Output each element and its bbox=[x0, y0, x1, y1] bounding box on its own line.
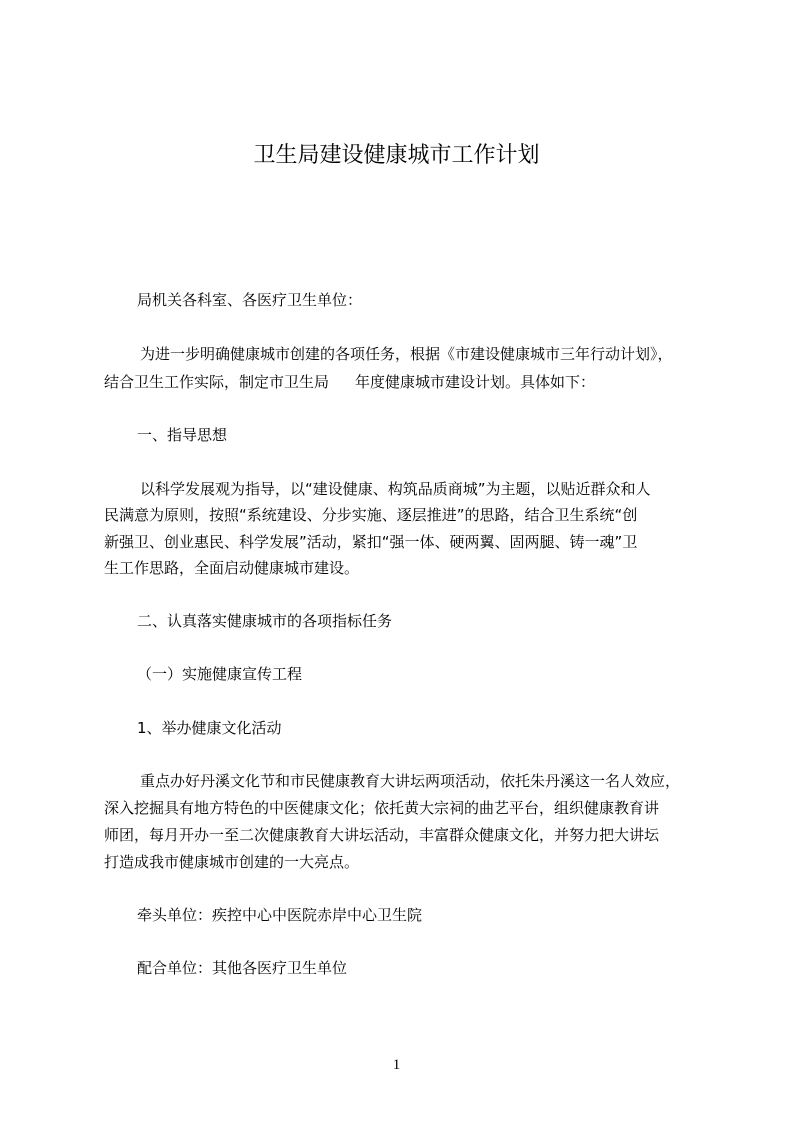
item-1-line-4: 打造成我市健康城市创建的一大亮点。 bbox=[104, 853, 360, 871]
document-title: 卫生局建设健康城市工作计划 bbox=[253, 143, 540, 168]
intro-line-2-part-a: 结合卫生工作实际，制定市卫生局 bbox=[104, 373, 330, 391]
item-1-line-2: 深入挖掘具有地方特色的中医健康文化；依托黄大宗祠的曲艺平台，组织健康教育讲 bbox=[104, 799, 660, 817]
intro-line-2-part-b: 年度健康城市建设计划。具体如下： bbox=[355, 373, 596, 391]
section-1-heading: 一、指导思想 bbox=[137, 426, 228, 444]
support-unit: 配合单位：其他各医疗卫生单位 bbox=[137, 959, 348, 977]
subsection-1-heading: （一）实施健康宣传工程 bbox=[137, 665, 303, 683]
item-1-heading: 1、举办健康文化活动 bbox=[137, 719, 282, 737]
page-number: 1 bbox=[392, 1057, 401, 1073]
item-1-line-1: 重点办好丹溪文化节和市民健康教育大讲坛两项活动，依托朱丹溪这一名人效应， bbox=[140, 772, 681, 790]
section-1-line-2: 民满意为原则，按照“系统建设、分步实施、逐层推进”的思路，结合卫生系统“创 bbox=[104, 506, 638, 524]
section-1-line-4: 生工作思路，全面启动健康城市建设。 bbox=[104, 559, 360, 577]
section-2-heading: 二、认真落实健康城市的各项指标任务 bbox=[137, 612, 393, 630]
section-1-line-3: 新强卫、创业惠民、科学发展”活动，紧扣“强一体、硬两翼、固两腿、铸一魂”卫 bbox=[104, 533, 638, 551]
intro-line-2 bbox=[104, 370, 595, 394]
section-1-line-1: 以科学发展观为指导，以“建设健康、构筑品质商城”为主题，以贴近群众和人 bbox=[140, 480, 651, 498]
intro-line-1: 为进一步明确健康城市创建的各项任务，根据《市建设健康城市三年行动计划》， bbox=[140, 345, 673, 363]
salutation: 局机关各科室、各医疗卫生单位： bbox=[137, 291, 363, 309]
item-1-line-3: 师团，每月开办一至二次健康教育大讲坛活动，丰富群众健康文化，并努力把大讲坛 bbox=[104, 826, 660, 844]
lead-unit: 牵头单位：疾控中心中医院赤岸中心卫生院 bbox=[137, 906, 423, 924]
